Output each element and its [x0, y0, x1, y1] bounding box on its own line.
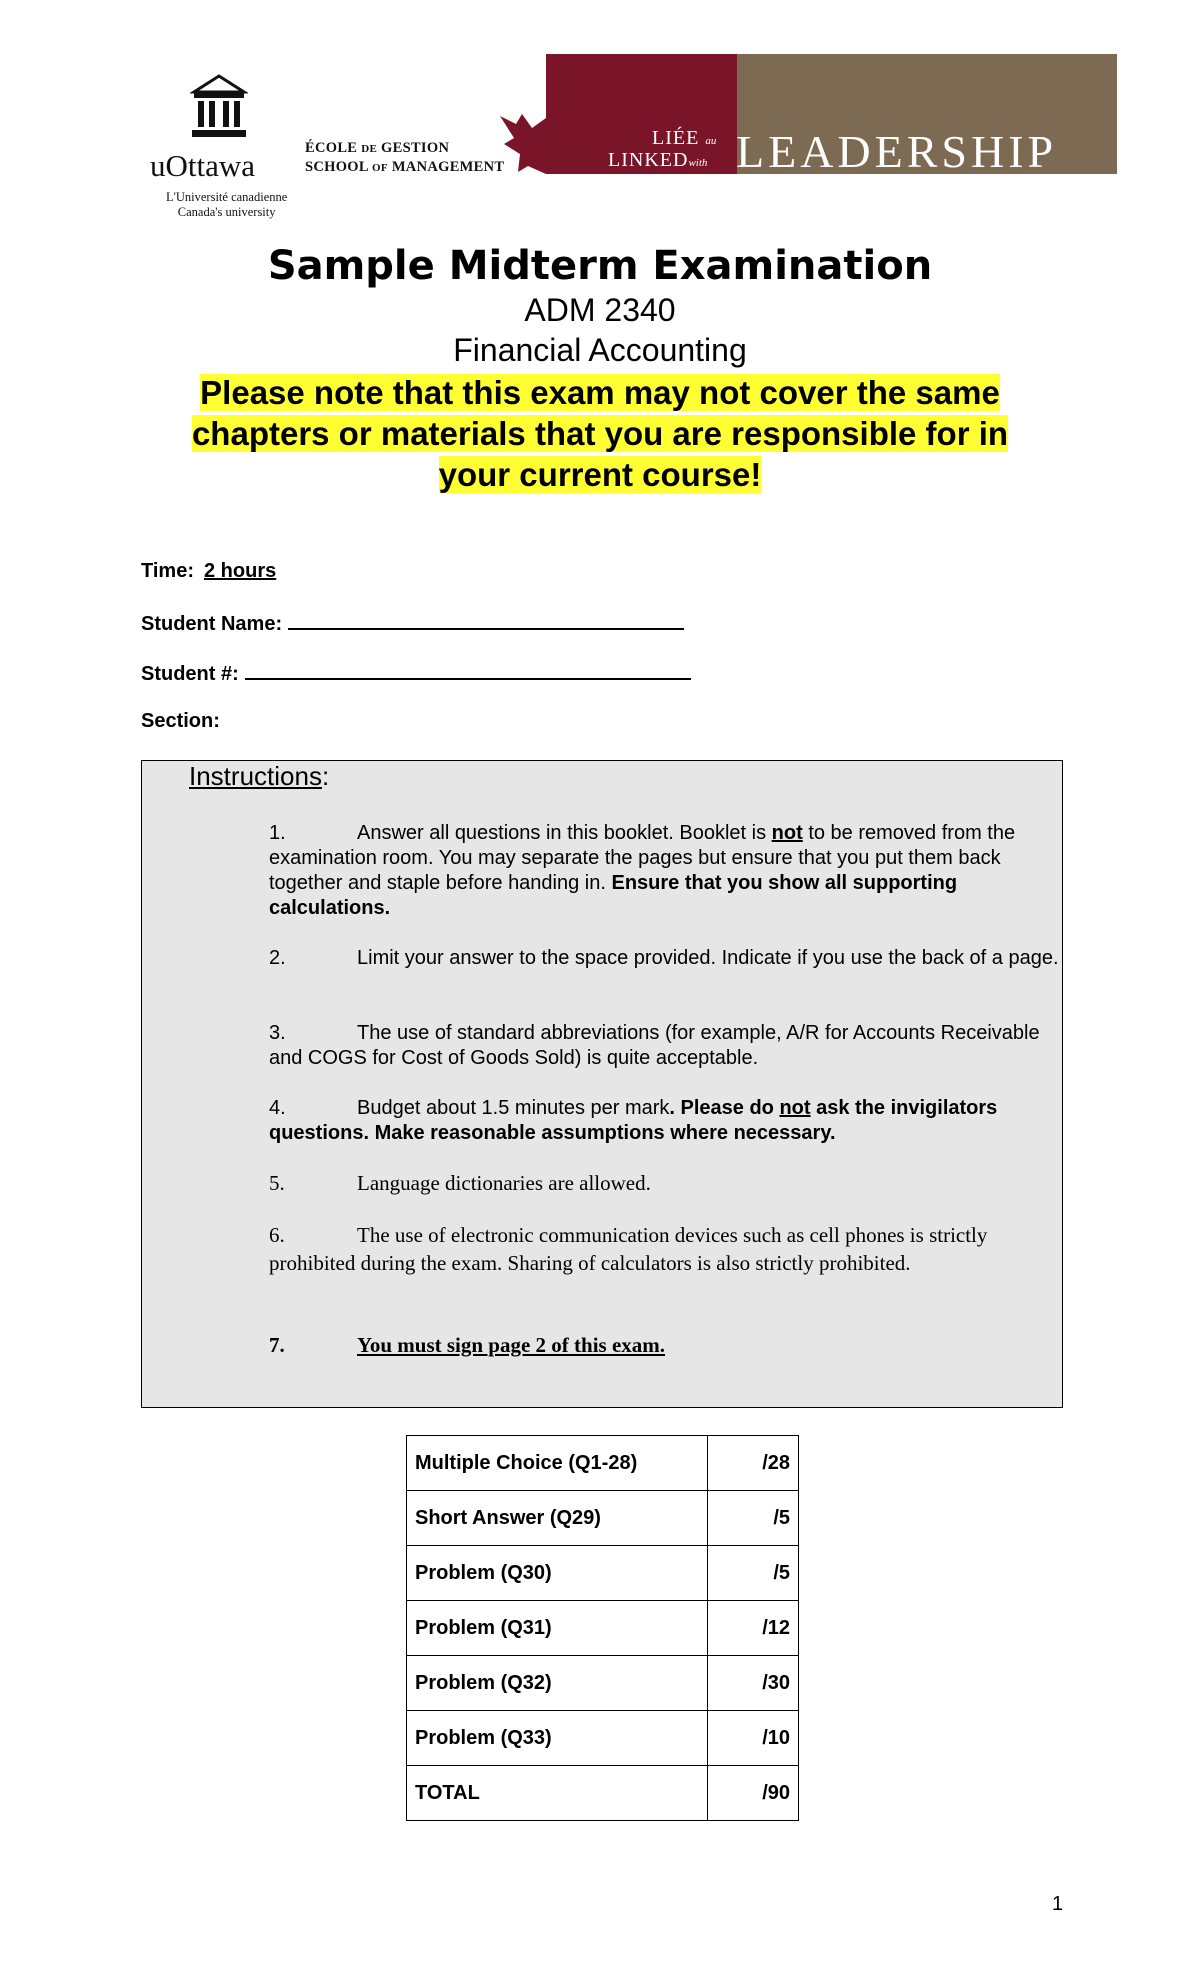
score-row — [407, 1766, 799, 1821]
score-row — [407, 1711, 799, 1766]
uottawa-name: uOttawa — [150, 148, 256, 183]
course-name: Financial Accounting — [453, 332, 747, 368]
score-value: /30 — [708, 1656, 799, 1711]
score-row — [407, 1656, 799, 1711]
uottawa-logo — [150, 62, 290, 222]
notice-line-2: chapters or materials that you are responsible for in — [191, 415, 1009, 452]
score-value: /90 — [708, 1766, 799, 1821]
score-row — [407, 1436, 799, 1491]
score-row — [407, 1601, 799, 1656]
school-name-fr: ÉCOLE DE GESTION — [305, 140, 450, 156]
student-number-line[interactable] — [245, 660, 691, 680]
student-number-label: Student #: — [141, 663, 239, 685]
banner-linked-text: LINKEDwith — [608, 149, 708, 171]
uottawa-tagline — [166, 190, 287, 220]
section-field — [141, 710, 220, 733]
score-value: /5 — [708, 1546, 799, 1601]
score-value: /5 — [708, 1491, 799, 1546]
uottawa-tagline-en: Canada's university — [177, 205, 276, 219]
score-label: Multiple Choice (Q1-28) — [407, 1436, 708, 1491]
uottawa-tagline-fr: L'Université canadienne — [166, 190, 288, 204]
uottawa-building-icon — [190, 74, 248, 140]
instructions-box — [141, 760, 1063, 1408]
notice-line-1: Please note that this exam may not cover the same — [200, 374, 1000, 411]
instructions-heading: Instructions: — [189, 761, 330, 791]
time-value: 2 hours — [203, 560, 277, 582]
score-label: Problem (Q32) — [407, 1656, 708, 1711]
instruction-5: 5. Language dictionaries are allowed. — [269, 1171, 651, 1195]
instruction-1: 1. Answer all questions in this booklet. Booklet is not to be removed from the examination room. You may separate the pages but ensure that you put them back together and staple before handing in. Ensure that you show all supporting calculations. — [269, 822, 1016, 919]
banner-leadership-text: LEADERSHIP — [736, 126, 1058, 177]
page-number: 1 — [1052, 1893, 1064, 1915]
score-value: /12 — [708, 1601, 799, 1656]
instruction-3: 3. The use of standard abbreviations (for example, A/R for Accounts Receivable and COGS for Cost of Goods Sold) is quite acceptable. — [269, 1022, 1040, 1069]
school-name — [305, 139, 504, 177]
score-label: TOTAL — [407, 1766, 708, 1821]
score-row — [407, 1546, 799, 1601]
section-label: Section: — [141, 710, 220, 732]
score-row — [407, 1491, 799, 1546]
time-label: Time: — [141, 560, 194, 582]
exam-title: Sample Midterm Examination — [267, 243, 933, 289]
score-label: Short Answer (Q29) — [407, 1491, 708, 1546]
student-name-line[interactable] — [288, 610, 684, 630]
score-label: Problem (Q31) — [407, 1601, 708, 1656]
score-value: /10 — [708, 1711, 799, 1766]
instruction-2: 2. Limit your answer to the space provided. Indicate if you use the back of a page. — [269, 947, 1059, 969]
student-number-field — [141, 660, 691, 686]
course-code: ADM 2340 — [524, 292, 676, 328]
coverage-notice — [0, 372, 1200, 495]
instruction-6: 6. The use of electronic communication devices such as cell phones is strictly prohibited during the exam. Sharing of calculators is also strictly prohibited. — [269, 1223, 988, 1275]
leadership-banner — [500, 54, 1117, 177]
score-label: Problem (Q33) — [407, 1711, 708, 1766]
score-table — [406, 1435, 799, 1821]
score-value: /28 — [708, 1436, 799, 1491]
time-field — [141, 560, 276, 583]
instruction-7: 7. You must sign page 2 of this exam. — [269, 1333, 666, 1357]
banner-liee-text: LIÉE au — [652, 127, 717, 149]
student-name-label: Student Name: — [141, 613, 283, 635]
score-label: Problem (Q30) — [407, 1546, 708, 1601]
instruction-4: 4. Budget about 1.5 minutes per mark. Please do not ask the invigilators questions. Make reasonable assumptions where necessary. — [269, 1097, 998, 1144]
student-name-field — [141, 610, 684, 636]
school-name-en: SCHOOL OF MANAGEMENT — [305, 159, 505, 175]
notice-line-3: your current course! — [438, 456, 762, 493]
